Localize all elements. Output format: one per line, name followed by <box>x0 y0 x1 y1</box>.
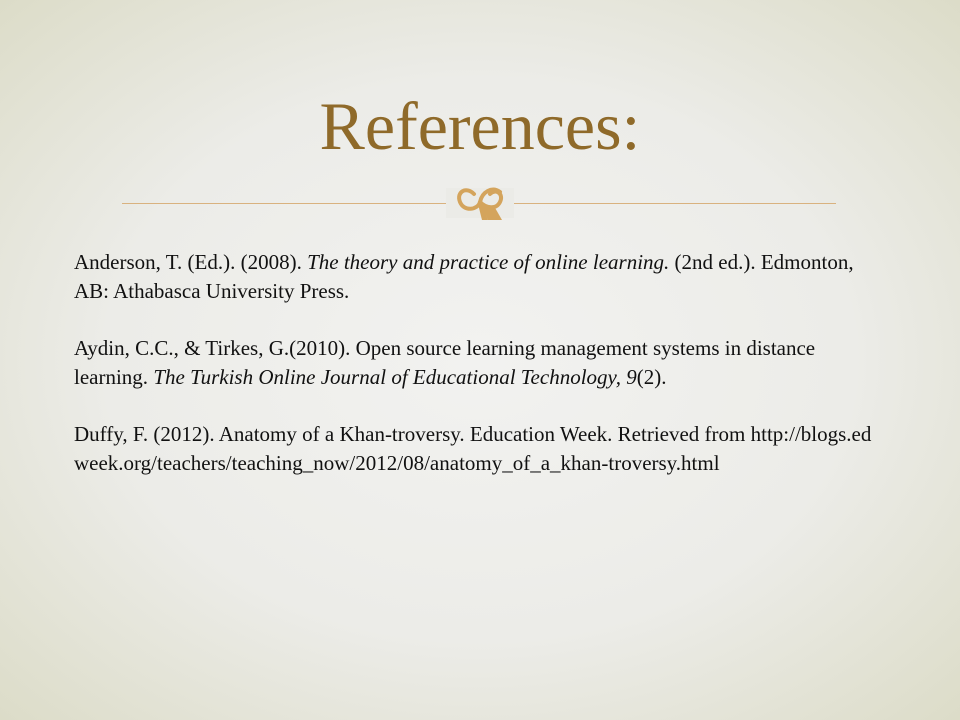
reference-text: Anderson, T. (Ed.). (2008). <box>74 250 308 274</box>
slide-title: References: <box>319 88 641 164</box>
fleuron-icon <box>446 178 514 226</box>
reference-journal-italic: The Turkish Online Journal of Educational Technology, 9 <box>153 365 637 389</box>
reference-text: Duffy, F. (2012). Anatomy of a Khan-troversy. Education Week. Retrieved from <box>74 422 751 446</box>
reference-text: (2). <box>636 365 667 389</box>
reference-title-italic: The theory and practice of online learning. <box>307 250 670 274</box>
reference-url: http://blogs.edweek.org/teachers/teaching_now/2012/08/anatomy_of_a_khan-troversy.html <box>74 422 872 475</box>
reference-item <box>74 248 874 306</box>
reference-text: Aydin, C.C., & Tirkes, G.(2010). Open source learning management systems in distance learning. <box>74 336 816 389</box>
references-list <box>74 248 874 478</box>
reference-item <box>74 334 874 392</box>
reference-text: (2nd ed.). Edmonton, AB: Athabasca University Press. <box>74 250 854 303</box>
reference-item <box>74 420 874 478</box>
fleuron-icon-svg <box>452 180 508 224</box>
